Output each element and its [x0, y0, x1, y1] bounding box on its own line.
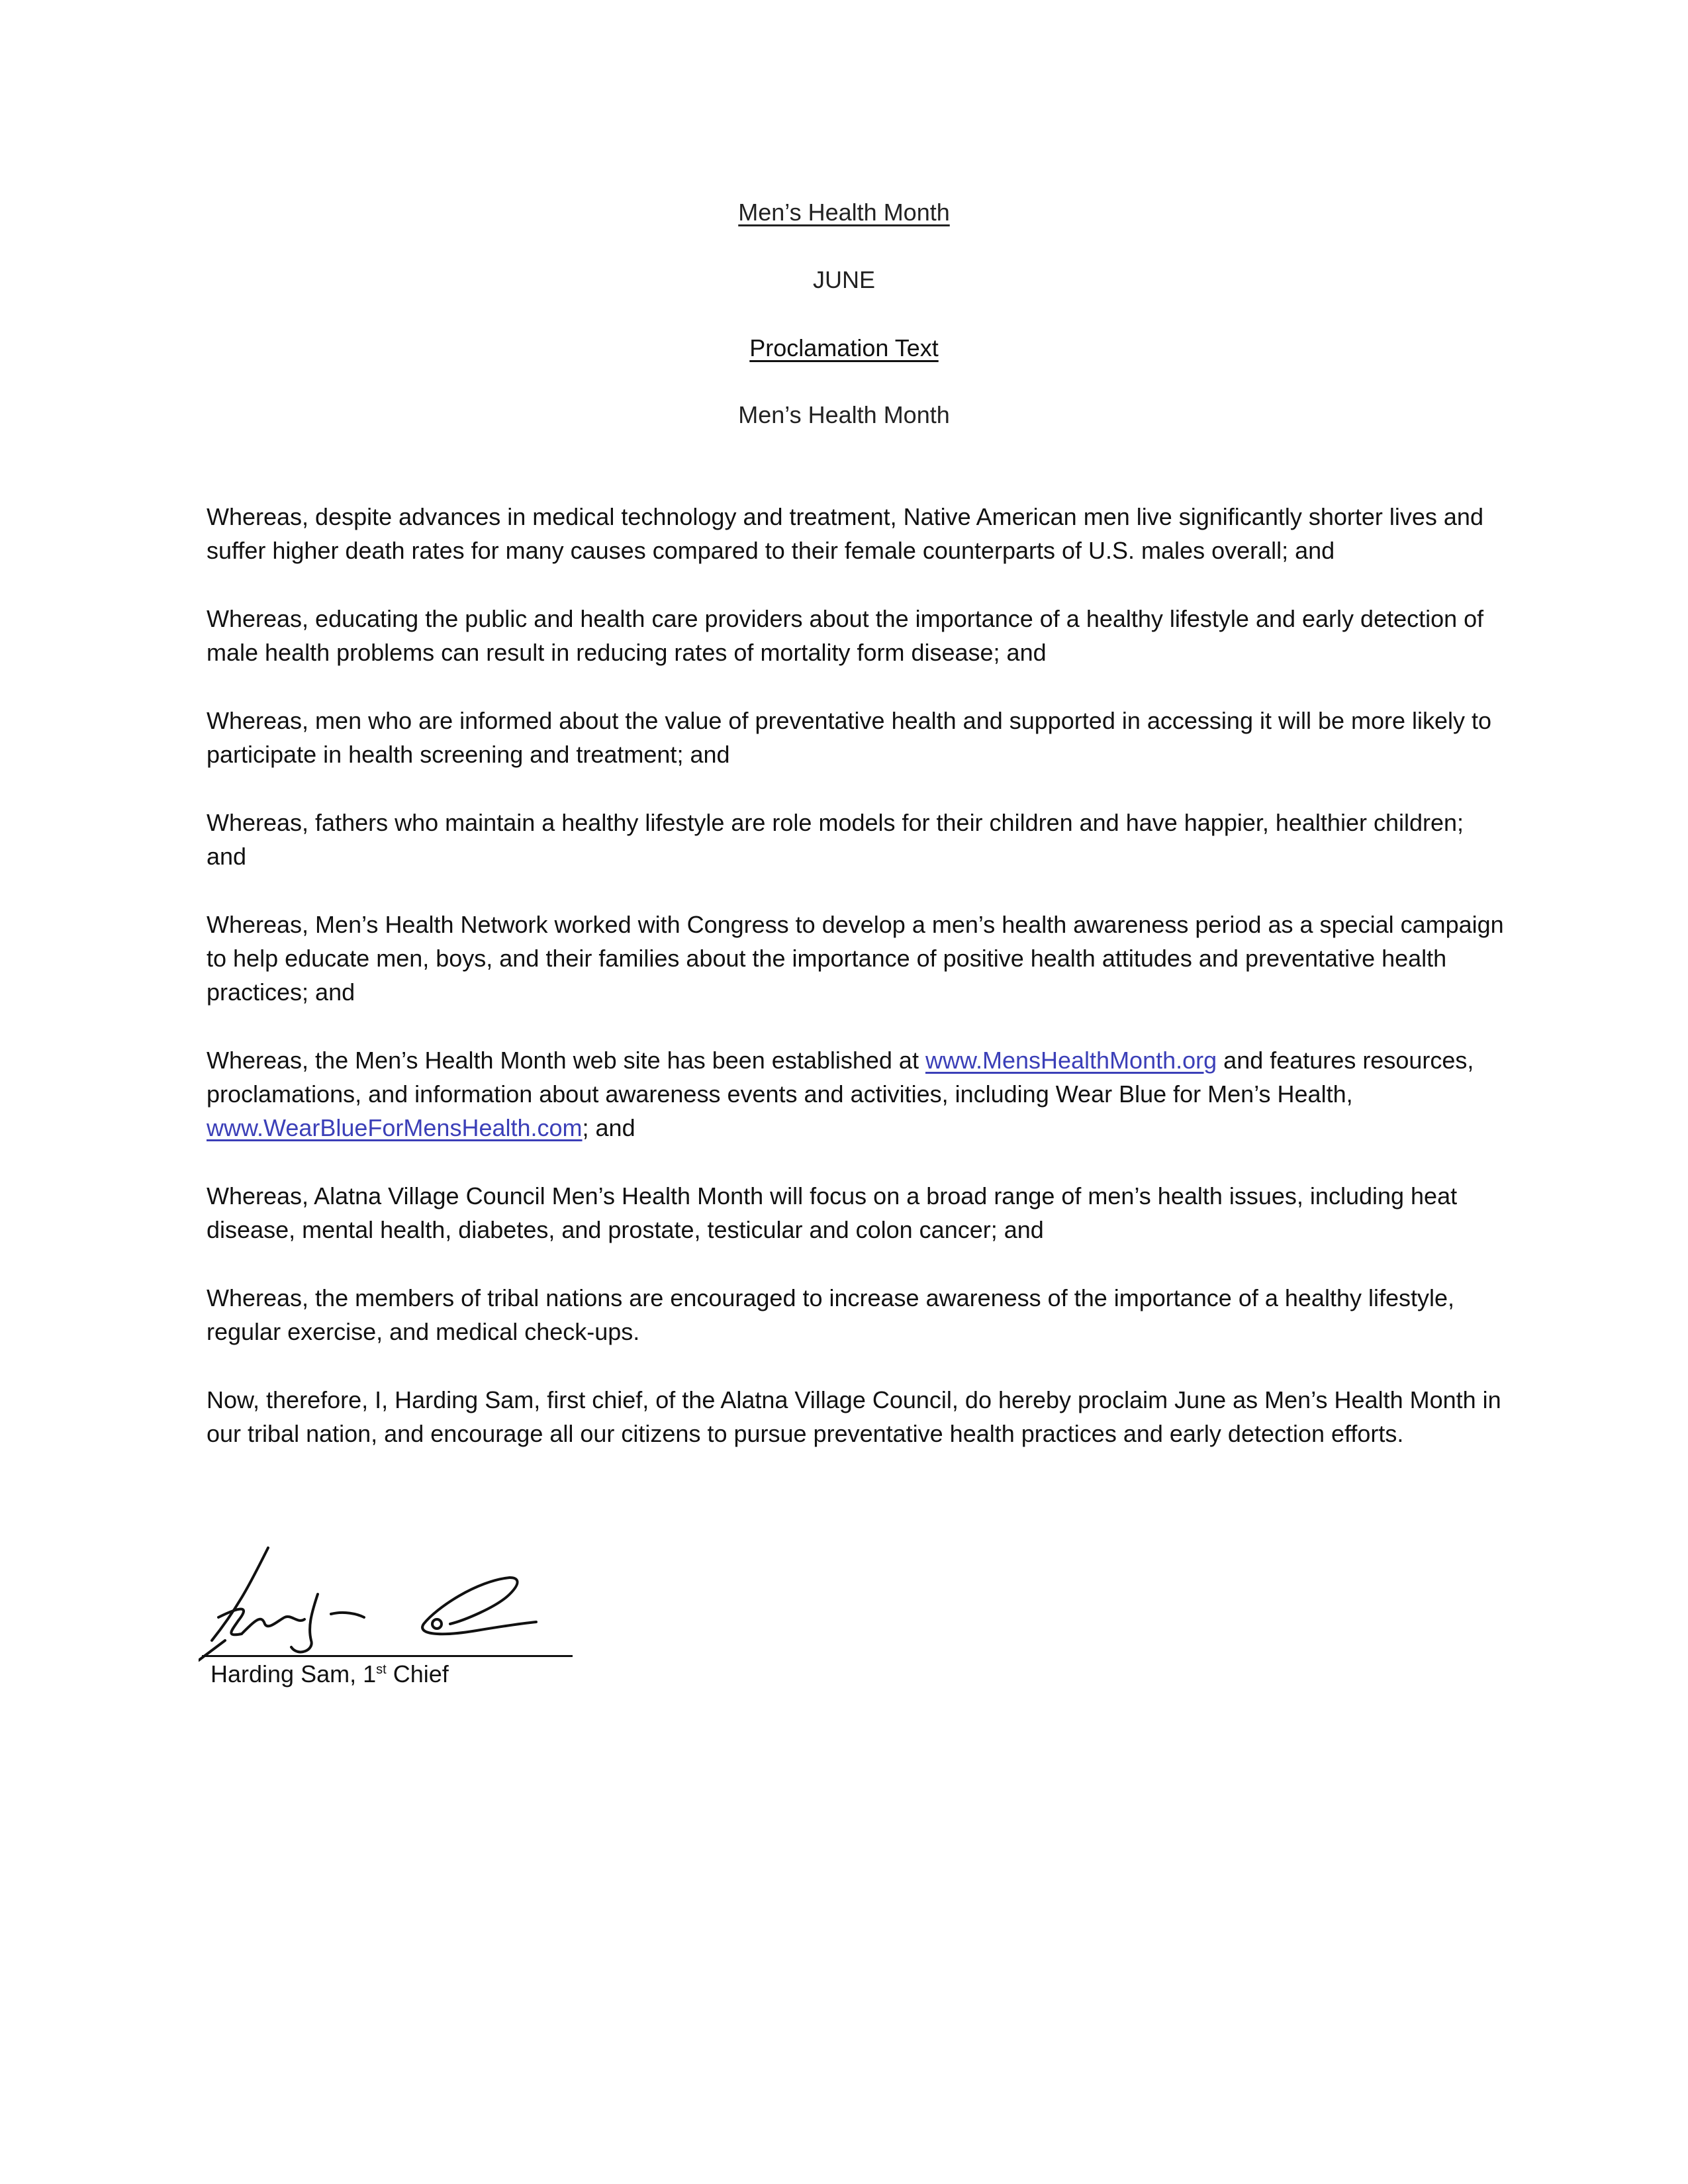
paragraph-6 [207, 1043, 1504, 1145]
paragraph-2: Whereas, educating the public and health care providers about the importance of a healthy lifestyle and early detection of male health problems can result in reducing rates of mortality form disease; and [207, 605, 1484, 666]
section-heading: Proclamation Text [749, 334, 939, 361]
signer-name [211, 1660, 449, 1688]
mens-health-month-link[interactable]: www.MensHealthMonth.org [925, 1047, 1217, 1074]
ordinal-suffix: st [376, 1662, 387, 1677]
paragraph-8: Whereas, the members of tribal nations are encouraged to increase awareness of the importance of a healthy lifestyle, regular exercise, and medical check-ups. [207, 1284, 1455, 1345]
wear-blue-link[interactable]: www.WearBlueForMensHealth.com [207, 1114, 583, 1141]
proclamation-body [207, 500, 1504, 1485]
paragraph-1: Whereas, despite advances in medical technology and treatment, Native American men live significantly shorter lives and suffer higher death rates for many causes compared to their female counterparts of U.S. males overall; and [207, 503, 1483, 564]
paragraph-6-text-start: Whereas, the Men’s Health Month web site has been established at [207, 1047, 925, 1074]
signer-name-text: Harding Sam, 1 [211, 1660, 377, 1687]
month-heading: JUNE [812, 266, 875, 293]
document-title: Men’s Health Month [738, 199, 950, 226]
handwritten-signature [199, 1541, 569, 1667]
paragraph-7: Whereas, Alatna Village Council Men’s Health Month will focus on a broad range of men’s health issues, including heat disease, mental health, diabetes, and prostate, testicular and colon cancer; and [207, 1182, 1458, 1243]
paragraph-6-text-middle: and features resources, proclamations, and information about awareness events and activities, including Wear Blue for Men’s Health, [207, 1047, 1474, 1108]
paragraph-5: Whereas, Men’s Health Network worked with Congress to develop a men’s health awareness period as a special campaign to help educate men, boys, and their families about the importance of positive health attitudes and preventative health practices; and [207, 911, 1504, 1006]
paragraph-3: Whereas, men who are informed about the value of preventative health and supported in accessing it will be more likely to participate in health screening and treatment; and [207, 707, 1492, 768]
paragraph-4: Whereas, fathers who maintain a healthy lifestyle are role models for their children and have happier, healthier children; and [207, 809, 1464, 870]
signature-line [202, 1655, 573, 1657]
paragraph-9: Now, therefore, I, Harding Sam, first chief, of the Alatna Village Council, do hereby proclaim June as Men’s Health Month in our tribal nation, and encourage all our citizens to pursue preventative health practices and early detection efforts. [207, 1386, 1501, 1447]
signer-title: Chief [386, 1660, 449, 1687]
paragraph-6-text-end: ; and [582, 1114, 635, 1141]
document-subtitle: Men’s Health Month [738, 401, 950, 428]
